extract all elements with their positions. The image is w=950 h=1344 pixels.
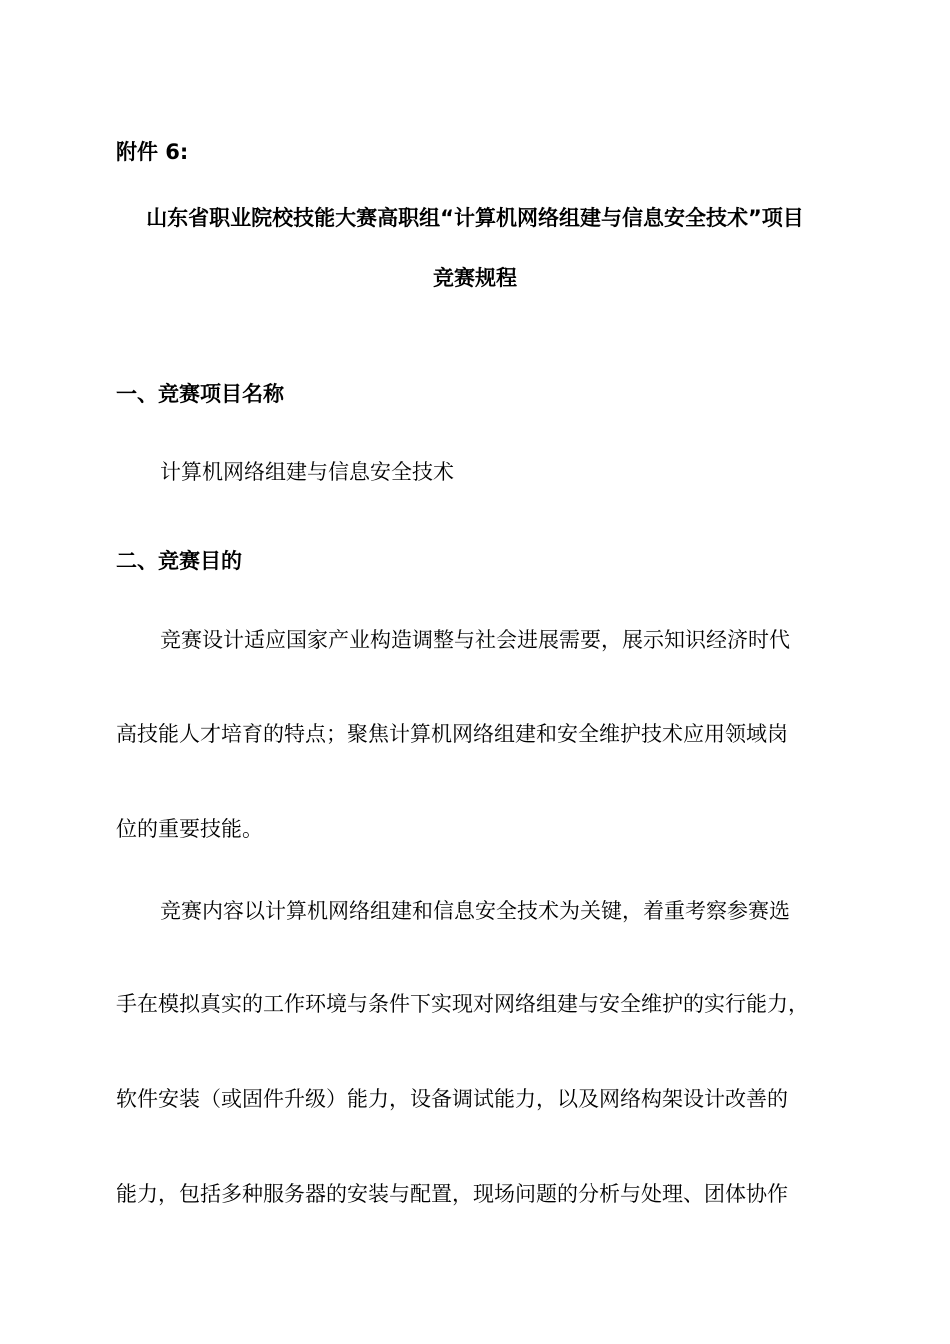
section-1-body: 计算机网络组建与信息安全技术 bbox=[160, 460, 454, 484]
paragraph-1-line-1: 竞赛设计适应国家产业构造调整与社会进展需要，展示知识经济时代 bbox=[160, 628, 790, 652]
document-title-line-1: 山东省职业院校技能大赛高职组“计算机网络组建与信息安全技术”项目 bbox=[146, 206, 804, 230]
paragraph-2-line-3: 软件安装（或固件升级）能力，设备调试能力，以及网络构架设计改善的 bbox=[116, 1087, 788, 1111]
paragraph-1-line-3: 位的重要技能。 bbox=[116, 817, 263, 841]
paragraph-2-line-4: 能力，包括多种服务器的安装与配置，现场问题的分析与处理、团体协作 bbox=[116, 1182, 788, 1206]
attachment-label: 附件 6: bbox=[116, 140, 189, 164]
paragraph-1-line-2: 高技能人才培育的特点；聚焦计算机网络组建和安全维护技术应用领域岗 bbox=[116, 722, 788, 746]
paragraph-2-line-1: 竞赛内容以计算机网络组建和信息安全技术为关键，着重考察参赛选 bbox=[160, 899, 790, 923]
paragraph-2-line-2: 手在模拟真实的工作环境与条件下实现对网络组建与安全维护的实行能力， bbox=[116, 992, 809, 1016]
section-2-heading: 二、竞赛目的 bbox=[116, 549, 242, 573]
document-title-line-2: 竞赛规程 bbox=[433, 266, 517, 290]
section-1-heading: 一、竞赛项目名称 bbox=[116, 382, 284, 406]
